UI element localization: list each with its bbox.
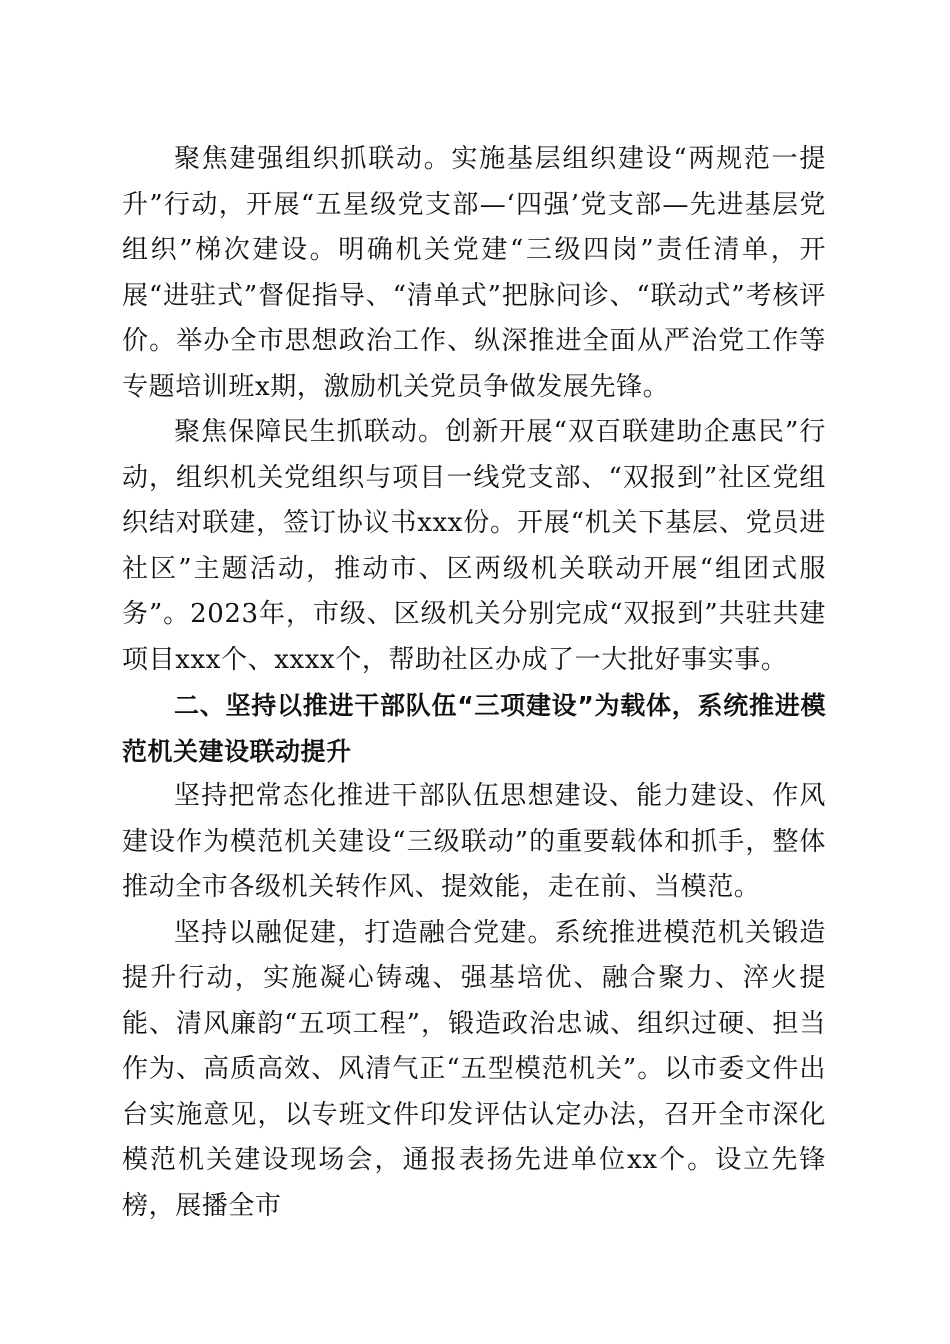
paragraph-integration: 坚持以融促建，打造融合党建。系统推进模范机关锻造提升行动，实施凝心铸魂、强基培优、融合聚力、淬火提能、清风廉韵“五项工程”，锻造政治忠诚、组织过硬、担当作为、高质高效、风清气正“五型模范机关”。以市委文件出台实施意见，以专班文件印发评估认定办法，召开全市深化模范机关建设现场会，通报表扬先进单位xx个。设立先锋榜，展播全市	[122, 917, 826, 1221]
section-heading: 二、坚持以推进干部队伍“三项建设”为载体，系统推进模范机关建设联动提升	[122, 691, 826, 766]
paragraph-livelihood: 聚焦保障民生抓联动。创新开展“双百联建助企惠民”行动，组织机关党组织与项目一线党支部、“双报到”社区党组织结对联建，签订协议书xxx份。开展“机关下基层、党员进社区”主题活动，推动市、区两级机关联动开展“组团式服务”。2023年，市级、区级机关分别完成“双报到”共驻共建项目xxx个、xxxx个，帮助社区办成了一大批好事实事。	[122, 417, 826, 675]
document-body	[122, 137, 826, 1229]
paragraph-organization: 聚焦建强组织抓联动。实施基层组织建设“两规范一提升”行动，开展“五星级党支部—‘四强’党支部—先进基层党组织”梯次建设。明确机关党建“三级四岗”责任清单，开展“进驻式”督促指导、“清单式”把脉问诊、“联动式”考核评价。举办全市思想政治工作、纵深推进全面从严治党工作等专题培训班x期，激励机关党员争做发展先锋。	[122, 144, 826, 402]
paragraph-cadre-building: 坚持把常态化推进干部队伍思想建设、能力建设、作风建设作为模范机关建设“三级联动”的重要载体和抓手，整体推动全市各级机关转作风、提效能，走在前、当模范。	[122, 781, 826, 902]
